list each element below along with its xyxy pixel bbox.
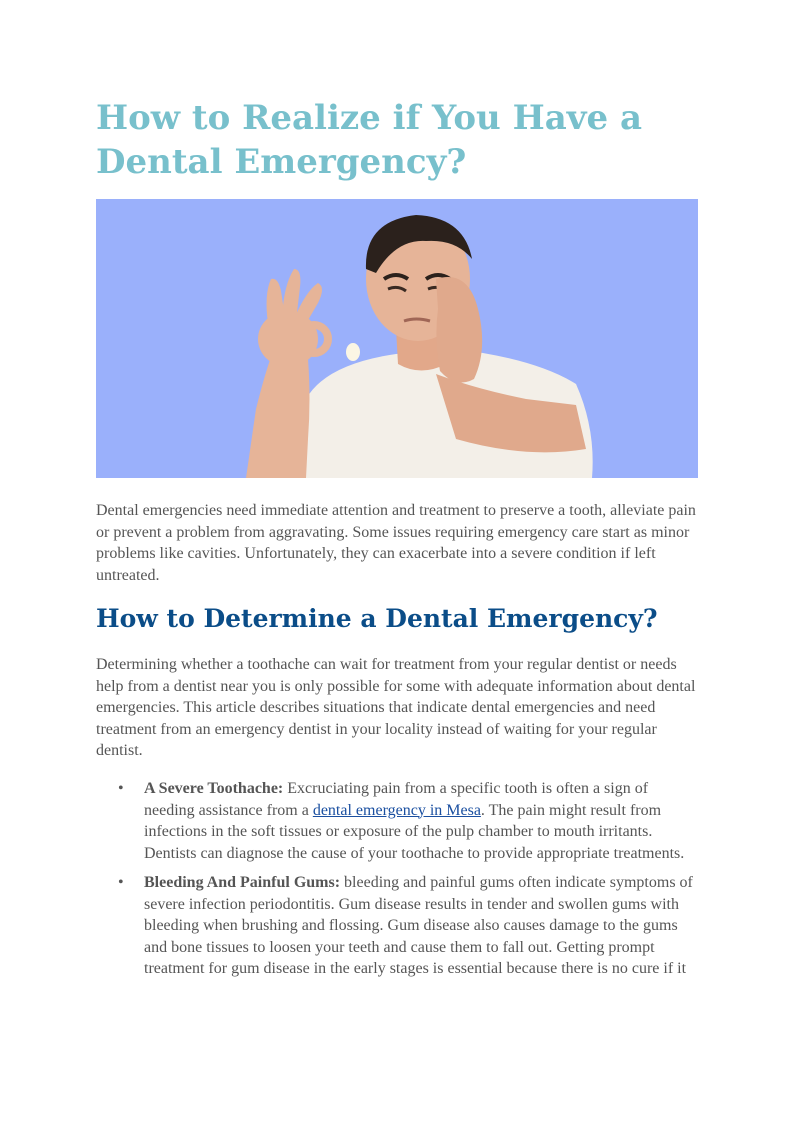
list-item-term: Bleeding And Painful Gums: <box>144 874 341 891</box>
list-item-term: A Severe Toothache: <box>144 780 284 797</box>
section-paragraph: Determining whether a toothache can wait for treatment from your regular dentist or needs help from a dentist near you is only possible for some with adequate information about dental emergencies. This article describes situations that indicate dental emergencies and need treatment from an emergency dentist in your locality instead of waiting for your regular dentist. <box>96 656 696 759</box>
bullet-icon: • <box>118 874 124 891</box>
man-holding-tooth-illustration <box>96 199 698 478</box>
intro-paragraph: Dental emergencies need immediate attention and treatment to preserve a tooth, alleviate pain or prevent a problem from aggravating. Some issues requiring emergency care start as minor problems like cavities. Unfortunately, they can exacerbate into a severe condition if left untreated. <box>96 502 696 584</box>
bullet-icon: • <box>118 780 124 797</box>
list-item-text: Excruciating pain from a specific tooth is often a sign of needing assistance from a <box>144 780 649 819</box>
section-heading: How to Determine a Dental Emergency? <box>96 604 658 633</box>
list-item <box>96 778 700 864</box>
list-item <box>96 872 700 980</box>
emergency-list <box>96 778 700 988</box>
article-title: How to Realize if You Have a Dental Emergency? <box>96 98 642 182</box>
dental-emergency-link[interactable]: dental emergency in Mesa <box>312 801 481 819</box>
hero-image <box>96 199 698 478</box>
list-item-text: bleeding and painful gums often indicate symptoms of severe infection periodontitis. Gum disease results in tender and swollen gums with bleeding when brushing and flossing. Gum disease also causes damage to the gums and bone tissues to loosen your teeth and cause them to fall out. Getting prompt treatment for gum disease in the early stages is essential because there is no cure if it <box>144 874 693 977</box>
list-item-text-after: . The pain might result from infections in the soft tissues or exposure of the pulp chamber to mouth irritants. Dentists can diagnose the cause of your toothache to provide appropriate treatments. <box>144 801 685 862</box>
